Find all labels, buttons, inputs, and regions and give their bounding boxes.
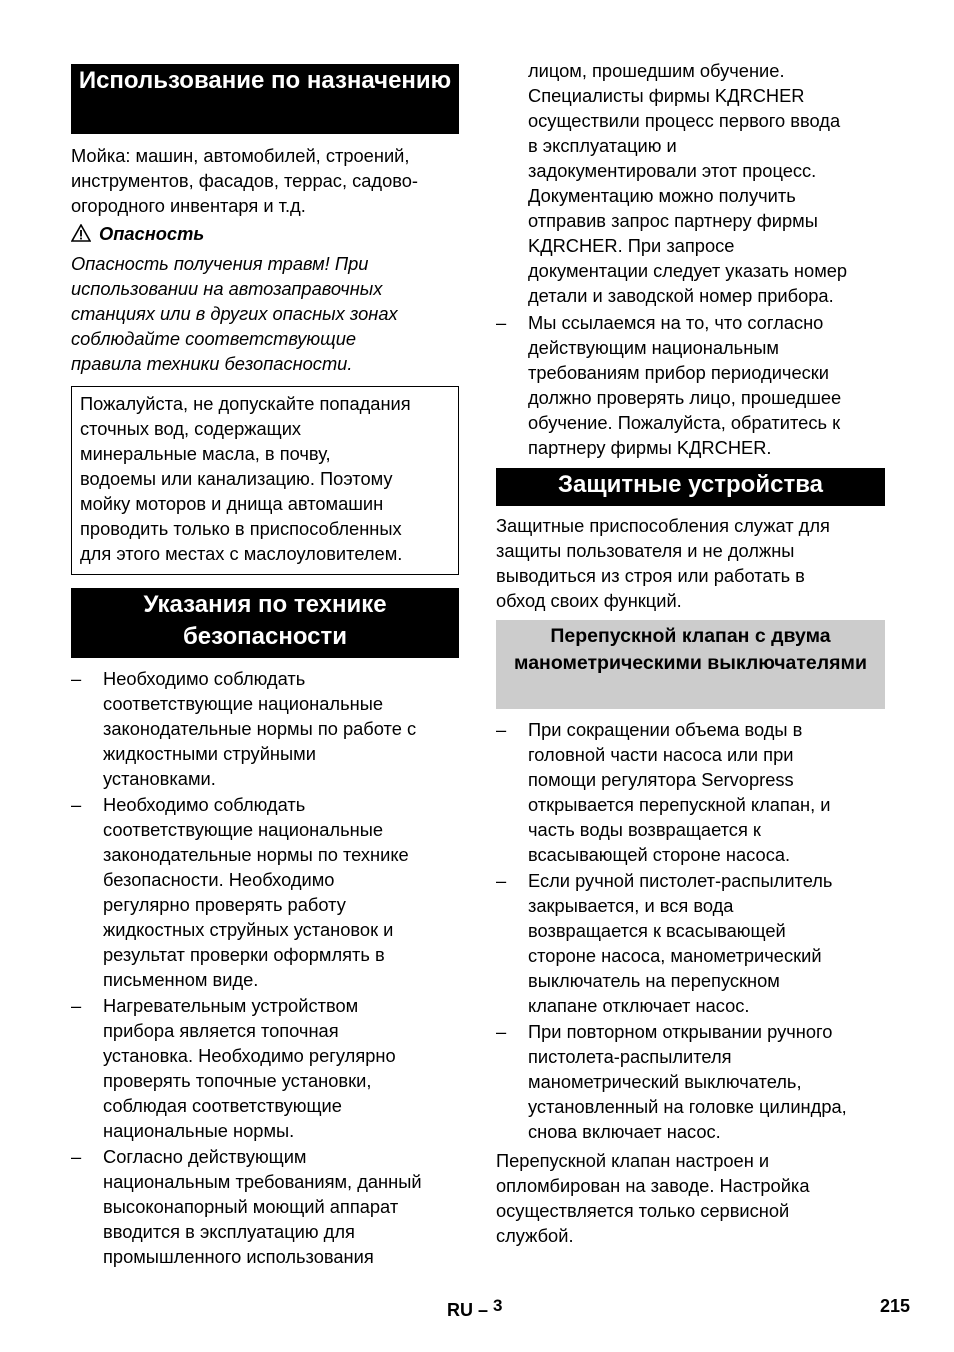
notice-text: Пожалуйста, не допускайте попадания сточных вод, содержащих минеральные масла, в почву, водоемы или канализацию. Поэтому мойку моторов и днища автомашин проводить только в приспособленных для этого местах с маслоуловителем.: [80, 393, 411, 564]
protective-text: Защитные приспособления служат для защиты пользователя и не должны выводиться из строя или работать в обход своих функций.: [496, 515, 830, 611]
footer-section-page: 3: [493, 1296, 503, 1315]
list-item: – Мы ссылаемся на то, что согласно действующим национальным требованиям прибор периодически должно проверять лицо, прошедшее обучение. Пожалуйста, обратитесь к партнеру фирмы KДRCHER.: [496, 310, 885, 460]
intended-use-text: Мойка: машин, автомобилей, строений, инструментов, фасадов, террас, садово- огородного инвентаря и т.д.: [71, 145, 419, 216]
heading-intended-use: Использование по назначению: [71, 64, 459, 134]
closing-text: Перепускной клапан настроен и опломбирован на заводе. Настройка осуществляется только сервисной службой.: [496, 1150, 810, 1246]
list-item: – При сокращении объема воды в головной части насоса или при помощи регулятора Servopress открывается перепускной клапан, и часть воды возвращается к всасывающей стороне насоса.: [496, 717, 885, 867]
page-number: 215: [880, 1296, 911, 1316]
warning-triangle-icon: [71, 224, 91, 242]
continued-text: лицом, прошедшим обучение. Специалисты фирмы KДRCHER осуществили процесс первого ввода в эксплуатацию и задокументировали этот процесс. Документацию можно получить отправив запрос партнеру фирмы KДRCHER. При запросе документации следует указать номер детали и заводской номер прибора.: [528, 60, 848, 306]
heading-protective-devices: Защитные устройства: [496, 468, 885, 506]
list-item: – Нагревательным устройством прибора является топочная установка. Необходимо регулярно проверять топочные установки, соблюдая соответствующие национальные нормы.: [71, 993, 459, 1143]
heading-safety: Указания по технике безопасности: [71, 588, 459, 658]
footer-lang: RU –: [447, 1300, 489, 1320]
warning-text: Опасность получения травм! При использовании на автозаправочных станциях или в других опасных зонах соблюдайте соответствующие правила техники безопасности.: [71, 253, 398, 374]
bypass-list: [496, 717, 885, 1145]
list-item: – При повторном открывании ручного пистолета-распылителя манометрический выключатель, установленный на головке цилиндра, снова включает насос.: [496, 1019, 885, 1144]
list-item: – Согласно действующим национальным требованиям, данный высоконапорный моющий аппарат вводится в эксплуатацию для промышленного использования: [71, 1144, 459, 1269]
notice-box: [71, 386, 459, 575]
continued-list: [496, 310, 885, 461]
list-item: – Если ручной пистолет-распылитель закрывается, и вся вода возвращается к всасывающей стороне насоса, манометрический выключатель на перепускном клапане отключает насос.: [496, 868, 885, 1018]
subheading-bypass-valve: Перепускной клапан с двума манометрическими выключателями: [496, 620, 885, 709]
warning-title-label: Опасность: [99, 223, 205, 244]
footer-section-label: [447, 1296, 503, 1321]
list-item: – Необходимо соблюдать соответствующие национальные законодательные нормы по работе с жидкостными струйными установками.: [71, 666, 459, 791]
safety-list: [71, 666, 459, 1270]
list-item: – Необходимо соблюдать соответствующие национальные законодательные нормы по технике безопасности. Необходимо регулярно проверять работу жидкостных струйных установок и результат проверки оформлять в письменном виде.: [71, 792, 459, 992]
warning-title: [71, 221, 204, 246]
